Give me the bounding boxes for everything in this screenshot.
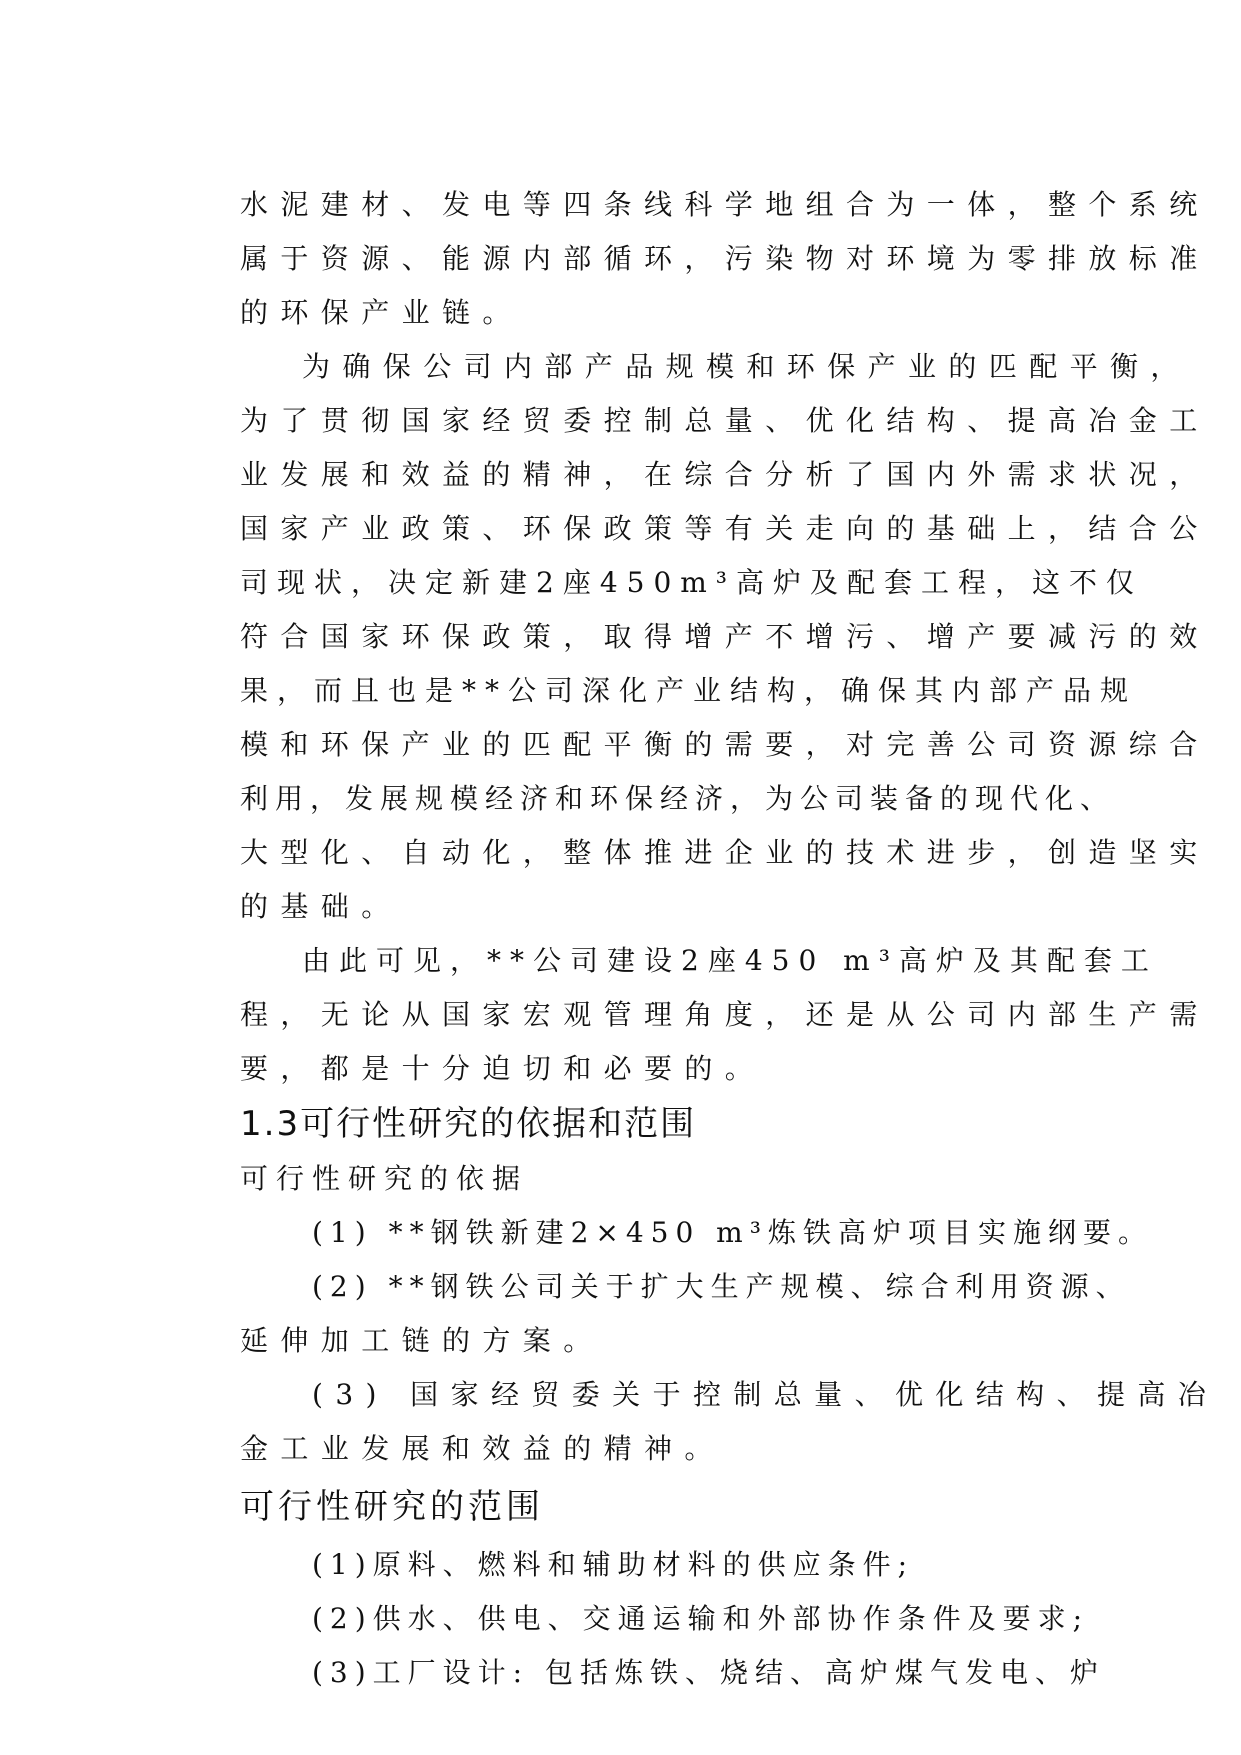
text-line: 程，无论从国家宏观管理角度，还是从公司内部生产需 [240, 998, 1210, 1031]
text-line: 业发展和效益的精神，在综合分析了国内外需求状况， [240, 458, 1210, 491]
text-line: 为了贯彻国家经贸委控制总量、优化结构、提高冶金工 [240, 404, 1210, 437]
text-line: 属于资源、能源内部循环，污染物对环境为零排放标准 [240, 242, 1210, 275]
text-line: 的环保产业链。 [240, 296, 523, 329]
text-line: 的基础。 [240, 890, 402, 923]
text-line: 司现状，决定新建2座450m³高炉及配套工程，这不仅 [240, 566, 1144, 599]
text-line: 由此可见，**公司建设2座450 m³高炉及其配套工 [302, 944, 1158, 977]
paragraph-purpose [240, 340, 1210, 934]
text-line: 水泥建材、发电等四条线科学地组合为一体，整个系统 [240, 188, 1210, 221]
text-line: 要，都是十分迫切和必要的。 [240, 1052, 766, 1085]
scope-list [240, 1538, 1105, 1700]
paragraph-intro [240, 178, 1210, 340]
text-line: 利用，发展规模经济和环保经济，为公司装备的现代化、 [240, 782, 1116, 815]
text-line: 国家产业政策、环保政策等有关走向的基础上，结合公 [240, 512, 1210, 545]
list-item: (3) 国家经贸委关于控制总量、优化结构、提高冶 [312, 1378, 1219, 1411]
text-line: 符合国家环保政策，取得增产不增污、增产要减污的效 [240, 620, 1210, 653]
section-heading-scope: 可行性研究的范围 [240, 1487, 544, 1527]
paragraph-conclusion [240, 934, 1210, 1096]
document-page [240, 178, 1219, 1700]
list-item-continuation: 延伸加工链的方案。 [240, 1324, 604, 1357]
subsection-title: 可行性研究的依据 [240, 1162, 529, 1195]
list-item: (2) **钢铁公司关于扩大生产规模、综合利用资源、 [312, 1270, 1131, 1303]
list-item: (2)供水、供电、交通运输和外部协作条件及要求; [312, 1602, 1090, 1635]
text-line: 为确保公司内部产品规模和环保产业的匹配平衡， [302, 350, 1191, 383]
list-item: (1)原料、燃料和辅助材料的供应条件; [312, 1548, 915, 1581]
text-line: 模和环保产业的匹配平衡的需要，对完善公司资源综合 [240, 728, 1210, 761]
list-item: (3)工厂设计: 包括炼铁、烧结、高炉煤气发电、炉 [312, 1656, 1105, 1689]
section-heading: 1.3可行性研究的依据和范围 [240, 1104, 697, 1144]
list-item-continuation: 金工业发展和效益的精神。 [240, 1432, 725, 1465]
text-line: 大型化、自动化，整体推进企业的技术进步，创造坚实 [240, 836, 1210, 869]
text-line: 果，而且也是**公司深化产业结构，确保其内部产品规 [240, 674, 1138, 707]
list-item: (1) **钢铁新建2×450 m³炼铁高炉项目实施纲要。 [312, 1216, 1153, 1249]
basis-list [240, 1206, 1219, 1476]
